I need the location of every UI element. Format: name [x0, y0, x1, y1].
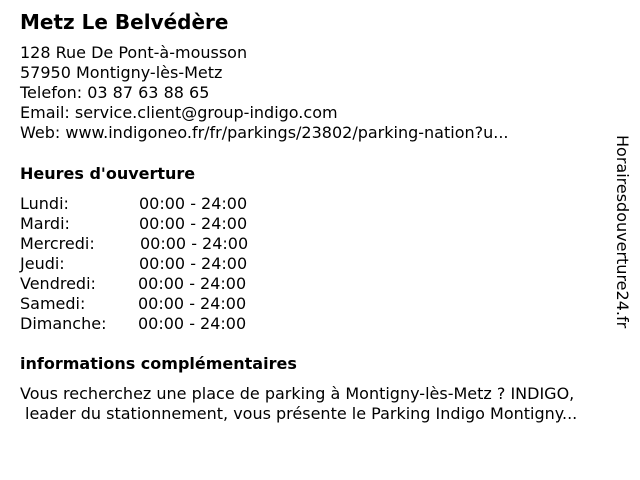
day-label: Dimanche: — [20, 314, 107, 333]
time-range: 00:00 - 24:00 — [139, 254, 248, 273]
hours-row-sunday — [20, 314, 280, 334]
hours-row-wednesday — [20, 234, 280, 254]
phone-line: Telefon: 03 87 63 88 65 — [20, 83, 210, 102]
additional-info-text — [20, 384, 577, 424]
additional-info-heading: informations complémentaires — [20, 354, 297, 373]
hours-row-monday — [20, 194, 280, 214]
day-label: Lundi: — [20, 194, 69, 213]
opening-hours-list — [20, 194, 280, 334]
day-label: Vendredi: — [20, 274, 96, 293]
hours-row-thursday — [20, 254, 280, 274]
page-title: Metz Le Belvédère — [20, 10, 229, 34]
email-line: Email: service.client@group-indigo.com — [20, 103, 338, 122]
description-line: Vous recherchez une place de parking à Montigny-lès-Metz ? INDIGO, — [20, 384, 575, 403]
day-label: Jeudi: — [20, 254, 65, 273]
opening-hours-heading: Heures d'ouverture — [20, 164, 196, 183]
day-label: Mercredi: — [20, 234, 95, 253]
description-line: leader du stationnement, vous présente le Parking Indigo Montigny... — [25, 404, 578, 423]
time-range: 00:00 - 24:00 — [138, 274, 247, 293]
hours-row-tuesday — [20, 214, 280, 234]
day-label: Samedi: — [20, 294, 86, 313]
web-line: Web: www.indigoneo.fr/fr/parkings/23802/parking-nation?u... — [20, 123, 509, 142]
time-range: 00:00 - 24:00 — [138, 294, 247, 313]
address-street: 128 Rue De Pont-à-mousson — [20, 43, 248, 62]
time-range: 00:00 - 24:00 — [140, 234, 249, 253]
hours-row-friday — [20, 274, 280, 294]
time-range: 00:00 - 24:00 — [139, 214, 248, 233]
address-city: 57950 Montigny-lès-Metz — [20, 63, 223, 82]
site-watermark: Horairesdouverture24.fr — [613, 135, 632, 329]
time-range: 00:00 - 24:00 — [139, 194, 248, 213]
hours-row-saturday — [20, 294, 280, 314]
day-label: Mardi: — [20, 214, 70, 233]
contact-block — [20, 43, 509, 143]
time-range: 00:00 - 24:00 — [138, 314, 247, 333]
